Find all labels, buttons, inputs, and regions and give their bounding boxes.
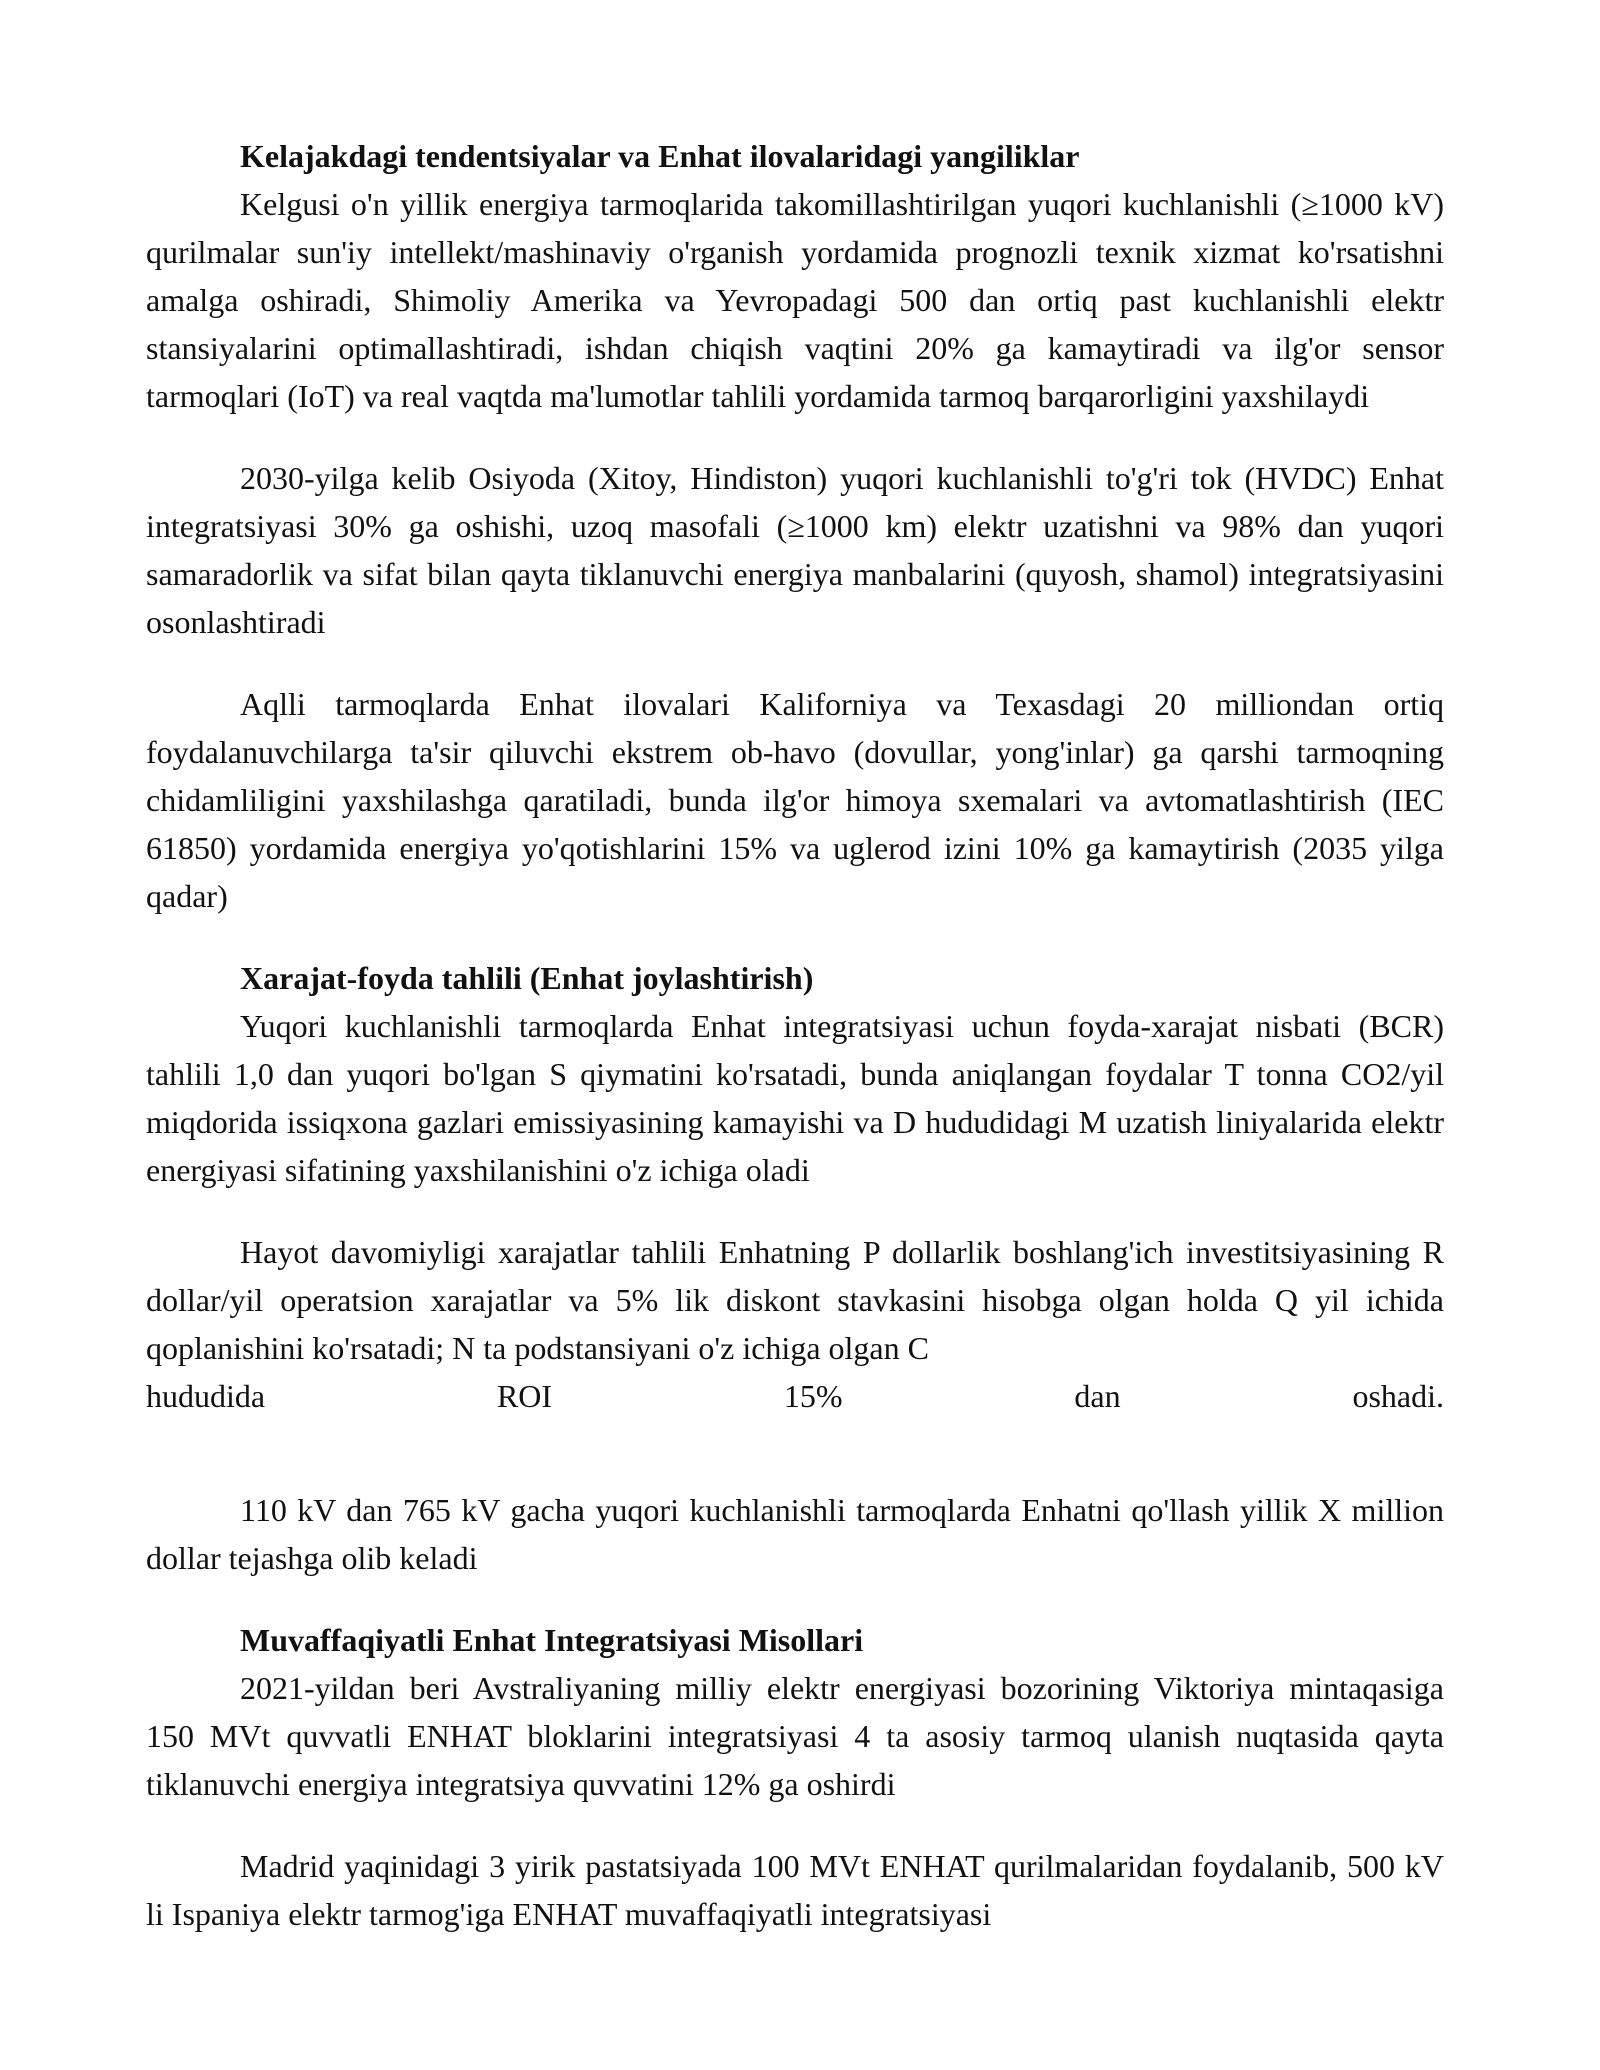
paragraph-future-trends-3: Aqlli tarmoqlarda Enhat ilovalari Kaliforniya va Texasdagi 20 milliondan ortiq foydalanuvchilarga ta'sir qiluvchi ekstrem ob-havo (dovullar, yong'inlar) ga qarshi tarmoqning chidamliligini yaxshilashga qaratiladi, bunda ilg'or himoya sxemalari va avtomatlashtirish (IEC 61850) yordamida energiya yo'qotishlarini 15% va uglerod izini 10% ga kamaytirish (2035 yilga qadar) <box>146 686 1444 914</box>
roi-word: dan <box>1074 1378 1121 1414</box>
paragraph-future-trends-2: 2030-yilga kelib Osiyoda (Xitoy, Hindiston) yuqori kuchlanishli to'g'ri tok (HVDC) Enhat integratsiyasi 30% ga oshishi, uzoq masofali (≥1000 km) elektr uzatishni va 98% dan yuqori samaradorlik va sifat bilan qayta tiklanuvchi energiya manbalarini (quyosh, shamol) integratsiyasini osonlashtiradi <box>146 460 1444 640</box>
paragraph-cost-benefit-1: Yuqori kuchlanishli tarmoqlarda Enhat integratsiyasi uchun foyda-xarajat nisbati (BCR) tahlili 1,0 dan yuqori bo'lgan S qiymatini ko'rsatadi, bunda aniqlangan foydalar T tonna CO2/yil miqdorida issiqxona gazlari emissiyasining kamayishi va D hududidagi M uzatish liniyalarida elektr energiyasi sifatining yaxshilanishini o'z ichiga oladi <box>146 1008 1444 1188</box>
paragraph-success-examples-2: Madrid yaqinidagi 3 yirik pastatsiyada 100 MVt ENHAT qurilmalaridan foydalanib, 500 kV li Ispaniya elektr tarmog'iga ENHAT muvaffaqiyatli integratsiyasi <box>146 1848 1444 1932</box>
paragraph-future-trends-1: Kelgusi o'n yillik energiya tarmoqlarida takomillashtirilgan yuqori kuchlanishli (≥1000 kV) qurilmalar sun'iy intellekt/mashinaviy o'rganish yordamida prognozli texnik xizmat ko'rsatishni amalga oshiradi, Shimoliy Amerika va Yevropadagi 500 dan ortiq past kuchlanishli elektr stansiyalarini optimallashtiradi, ishdan chiqish vaqtini 20% ga kamaytiradi va ilg'or sensor tarmoqlari (IoT) va real vaqtda ma'lumotlar tahlili yordamida tarmoq barqarorligini yaxshilaydi <box>146 186 1444 414</box>
paragraph-cost-benefit-2-block <box>146 1228 1444 1420</box>
paragraph-cost-benefit-3: 110 kV dan 765 kV gacha yuqori kuchlanishli tarmoqlarda Enhatni qo'llash yillik X million dollar tejashga olib keladi <box>146 1492 1444 1576</box>
roi-word: oshadi. <box>1352 1378 1444 1414</box>
roi-word: 15% <box>783 1378 843 1414</box>
section-heading-success-examples: Muvaffaqiyatli Enhat Integratsiyasi Misollari <box>240 1622 864 1658</box>
paragraph-cost-benefit-2: Hayot davomiyligi xarajatlar tahlili Enhatning P dollarlik boshlang'ich investitsiyasining R dollar/yil operatsion xarajatlar va 5% lik diskont stavkasini hisobga olgan holda Q yil ichida qoplanishini ko'rsatadi; N ta podstansiyani o'z ichiga olgan C <box>146 1234 1444 1366</box>
section-heading-future-trends: Kelajakdagi tendentsiyalar va Enhat ilovalaridagi yangiliklar <box>240 138 1080 174</box>
roi-word: hududida <box>146 1378 266 1414</box>
paragraph-success-examples-1: 2021-yildan beri Avstraliyaning milliy elektr energiyasi bozorining Viktoriya mintaqasiga 150 MVt quvvatli ENHAT bloklarini integratsiyasi 4 ta asosiy tarmoq ulanish nuqtasida qayta tiklanuvchi energiya integratsiya quvvatini 12% ga oshirdi <box>146 1670 1444 1802</box>
section-heading-cost-benefit: Xarajat-foyda tahlili (Enhat joylashtirish) <box>240 960 814 996</box>
roi-word: ROI <box>496 1378 553 1414</box>
document-page <box>146 132 1444 1938</box>
roi-line <box>146 1372 1444 1420</box>
